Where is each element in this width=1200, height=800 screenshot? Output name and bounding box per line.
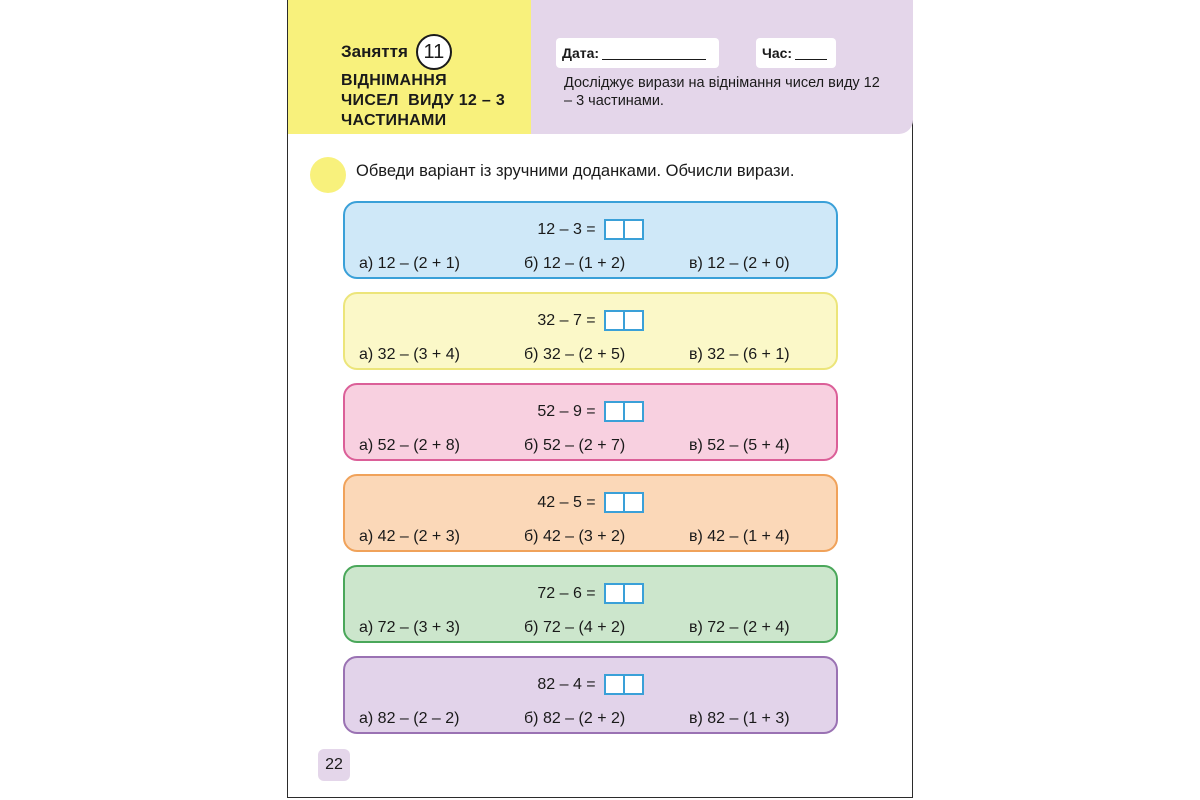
answer-box[interactable] [625,221,642,238]
answer-box[interactable] [606,403,625,420]
option-c[interactable]: в) 52 – (5 + 4) [689,437,790,454]
option-a[interactable]: а) 72 – (3 + 3) [359,619,460,636]
exercise-card [343,656,838,734]
date-line [602,47,706,60]
answer-boxes[interactable] [604,492,644,513]
exercise-card [343,201,838,279]
exercise-card [343,474,838,552]
expression-text: 72 – 6 = [537,584,596,602]
main-expression [345,674,836,695]
option-c[interactable]: в) 72 – (2 + 4) [689,619,790,636]
answer-box[interactable] [606,585,625,602]
lesson-title [341,71,531,131]
option-c[interactable]: в) 12 – (2 + 0) [689,255,790,272]
option-a[interactable]: а) 12 – (2 + 1) [359,255,460,272]
main-expression [345,583,836,604]
main-expression [345,401,836,422]
lesson-header [288,0,531,134]
answer-box[interactable] [606,676,625,693]
option-a[interactable]: а) 52 – (2 + 8) [359,437,460,454]
lesson-label: Заняття [341,42,408,61]
option-a[interactable]: а) 82 – (2 – 2) [359,710,460,727]
answer-boxes[interactable] [604,219,644,240]
lesson-number: 11 [416,34,452,70]
main-expression [345,219,836,240]
title-line: ЧАСТИНАМИ [341,112,447,129]
option-c[interactable]: в) 82 – (1 + 3) [689,710,790,727]
expression-text: 52 – 9 = [537,402,596,420]
option-c[interactable]: в) 32 – (6 + 1) [689,346,790,363]
expression-text: 12 – 3 = [537,220,596,238]
option-a[interactable]: а) 42 – (2 + 3) [359,528,460,545]
time-line [795,47,827,60]
expression-text: 82 – 4 = [537,675,596,693]
date-label: Дата: [562,45,600,61]
main-expression [345,492,836,513]
lesson-description: Досліджує вирази на віднімання чисел виду 12 – 3 частинами. [564,75,880,109]
expression-text: 32 – 7 = [537,311,596,329]
title-line: ВІДНІМАННЯ [341,72,447,89]
option-b[interactable]: б) 72 – (4 + 2) [524,619,626,636]
option-b[interactable]: б) 52 – (2 + 7) [524,437,626,454]
answer-boxes[interactable] [604,310,644,331]
expression-text: 42 – 5 = [537,493,596,511]
answer-boxes[interactable] [604,401,644,422]
date-field[interactable] [556,38,719,68]
option-c[interactable]: в) 42 – (1 + 4) [689,528,790,545]
answer-box[interactable] [606,312,625,329]
option-b[interactable]: б) 82 – (2 + 2) [524,710,626,727]
option-b[interactable]: б) 32 – (2 + 5) [524,346,626,363]
task-marker-icon [310,157,346,193]
answer-boxes[interactable] [604,674,644,695]
exercise-card [343,292,838,370]
option-b[interactable]: б) 42 – (3 + 2) [524,528,626,545]
lesson-row [341,34,452,70]
answer-box[interactable] [606,494,625,511]
exercise-card [343,565,838,643]
answer-boxes[interactable] [604,583,644,604]
answer-box[interactable] [625,494,642,511]
answer-box[interactable] [606,221,625,238]
option-b[interactable]: б) 12 – (1 + 2) [524,255,626,272]
main-expression [345,310,836,331]
exercise-card [343,383,838,461]
task-instruction: Обведи варіант із зручними доданками. Обчисли вирази. [356,162,795,180]
answer-box[interactable] [625,676,642,693]
title-line: ЧИСЕЛ ВИДУ 12 – 3 [341,92,506,109]
time-label: Час: [762,45,793,61]
answer-box[interactable] [625,403,642,420]
page-number: 22 [318,749,350,781]
answer-box[interactable] [625,585,642,602]
workbook-page [287,0,913,798]
time-field[interactable] [756,38,836,68]
option-a[interactable]: а) 32 – (3 + 4) [359,346,460,363]
answer-box[interactable] [625,312,642,329]
